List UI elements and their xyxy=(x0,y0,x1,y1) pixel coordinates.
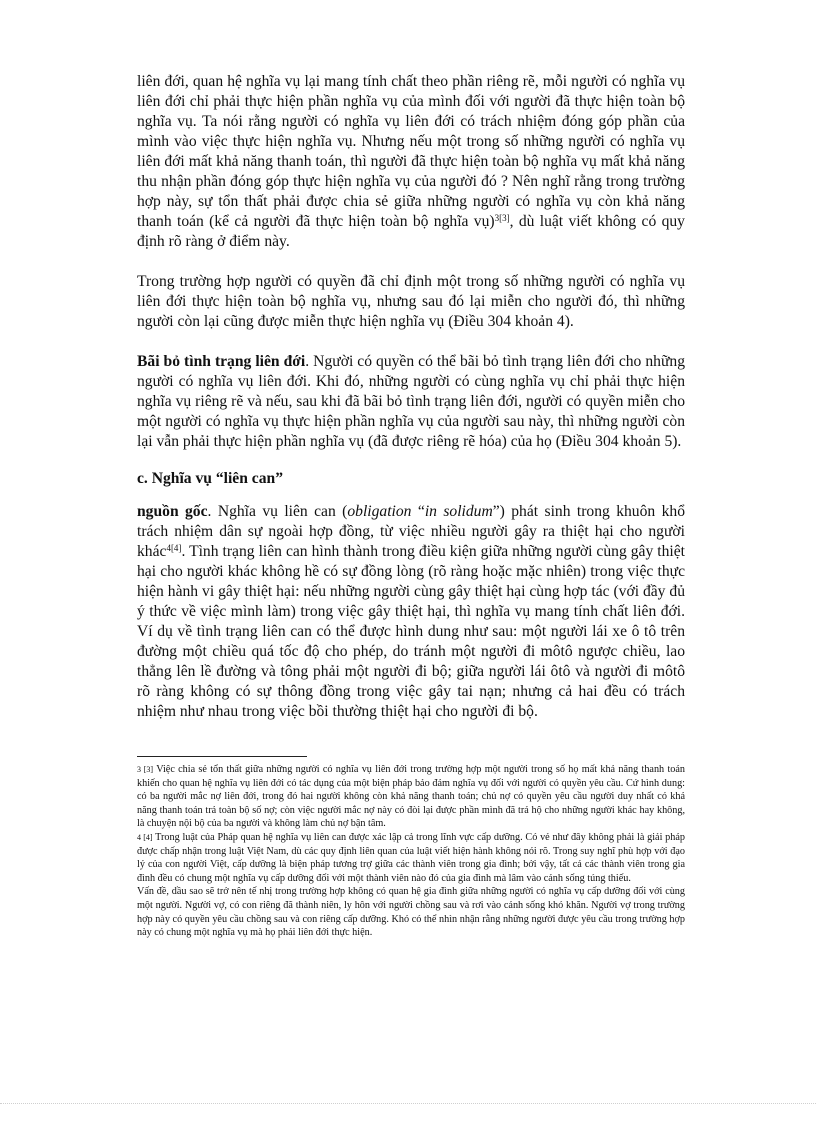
footnote-text: Việc chia sẻ tổn thất giữa những người có nghĩa vụ liên đới trong trường hợp một người trong số họ mất khả năng thanh toán khiến cho quan hệ nghĩa vụ liên đới có tác dụng của một biện pháp bảo đảm nghĩa vụ đối với người có quyền yêu cầu. Cứ hình dung: có ba người mắc nợ liên đới, trong đó hai người không còn khả năng thanh toán; chủ nợ có quyền yêu cầu người duy nhất có khả năng thanh toán trả toàn bộ số nợ; còn việc người mắc nợ này có đòi lại được phần mình đã trả hộ cho những người khác hay không, là chuyện nội bộ của ba người và không làm chủ nợ bận tâm. xyxy=(137,764,685,830)
footnote-4 xyxy=(137,831,685,885)
paragraph-text: . Tình trạng liên can hình thành trong điều kiện giữa những người cùng gây thiệt hại cho người khác không hề có sự đồng lòng (rõ ràng hoặc mặc nhiên) trong việc thực hiện hành vi gây thiệt hại: nếu những người cùng gây thiệt hại cùng hợp tác (với đầy đủ ý thức về việc mình làm) trong việc gây thiệt hại, thì nghĩa vụ mang tính chất liên đới. Ví dụ về tình trạng liên can có thể được hình dung như sau: một người lái xe ô tô trên đường một chiều quá tốc độ cho phép, do tránh một người đi môtô ngược chiều, lao thẳng lên lề đường và tông phải một người đi bộ; giữa người lái ôtô và người đi môtô rõ ràng không có sự thông đồng trong việc gây tai nạn; nhưng cả hai đều có trách nhiệm như nhau trong việc bồi thường thiệt hại cho người đi bộ. xyxy=(137,543,685,720)
paragraph-release-of-debtor: Trong trường hợp người có quyền đã chỉ định một trong số những người có nghĩa vụ liên đới thực hiện toàn bộ nghĩa vụ, nhưng sau đó lại miễn cho người đó, thì những người còn lại cũng được miễn thực hiện nghĩa vụ (Điều 304 khoản 4). xyxy=(137,273,685,330)
paragraph-text: ”) phát sinh trong khuôn khổ trách nhiệm dân sự ngoài hợp đồng, từ việc nhiều người gây ra thiệt hại cho người khác xyxy=(137,503,685,560)
footnote-4-continued: Vấn đề, dầu sao sẽ trở nên tế nhị trong trường hợp không có quan hệ gia đình giữa những người có nghĩa vụ cấp dưỡng đối với cùng một người. Người vợ, có con riêng đã thành niên, ly hôn với người chồng sau và rơi vào cảnh sống khó khăn. Người vợ trong trường hợp này có quyền yêu cầu chồng sau và con riêng cấp dưỡng. Khó có thể nhìn nhận rằng những người được yêu cầu trong trường hợp này có chung một nghĩa vụ mà họ phải liên đới thực hiện. xyxy=(137,886,685,939)
footnote-reference-4[interactable]: 4[4] xyxy=(166,543,182,553)
paragraph-text: , dù luật viết không có quy định rõ ràng ở điểm này. xyxy=(137,213,685,250)
paragraph-lead-term: nguồn gốc xyxy=(137,503,208,520)
paragraph-abolish-joint-status xyxy=(137,352,685,452)
page-bottom-border xyxy=(0,1103,816,1104)
paragraph-text: liên đới, quan hệ nghĩa vụ lại mang tính chất theo phần riêng rẽ, mỗi người có nghĩa vụ liên đới chỉ phải thực hiện phần nghĩa vụ của mình đối với người đã thực hiện toàn bộ nghĩa vụ. Ta nói rằng người có nghĩa vụ liên đới có trách nhiệm đóng góp phần của mình vào việc thực hiện nghĩa vụ. Nhưng nếu một trong số những người có nghĩa vụ liên đới mất khả năng thanh toán, thì người đã thực hiện toàn bộ nghĩa vụ mất khả năng thu nhận phần đóng góp thực hiện nghĩa vụ của người đó ? Nên nghĩ rằng trong trường hợp này, sự tổn thất phải được chia sẻ giữa những người có nghĩa vụ còn khả năng thanh toán (kể cả người đã thực hiện toàn bộ nghĩa vụ) xyxy=(137,73,685,230)
paragraph-text: “ xyxy=(411,503,425,520)
italic-term: obligation xyxy=(347,503,412,520)
footnote-reference-3[interactable]: 3[3] xyxy=(494,213,510,223)
footnote-separator xyxy=(137,756,307,757)
footnote-mark: 3 [3] xyxy=(137,765,154,774)
section-heading: c. Nghĩa vụ “liên can” xyxy=(137,470,283,487)
footnote-mark: 4 [4] xyxy=(137,832,153,842)
footnote-3 xyxy=(137,763,685,831)
paragraph-lead-term: Bãi bỏ tình trạng liên đới xyxy=(137,353,306,370)
italic-term: in solidum xyxy=(424,503,493,520)
paragraph-joint-obligation-contribution xyxy=(137,72,685,252)
footnote-text: Trong luật của Pháp quan hệ nghĩa vụ liên can được xác lập cả trong lĩnh vực cấp dưỡng. Có vẻ như đây không phải là giải pháp được chấp nhận trong luật Việt Nam, dù các quy định liên quan của luật viết hiện hành không nói rõ. Trong suy nghĩ phù hợp với đạo lý của con người Việt, cấp dưỡng là biện pháp tương trợ giữa các thành viên trong gia đình; bởi vậy, tất cả các thành viên trong gia đình đều có chung một nghĩa vụ cấp dưỡng đối với một thành viên nào đó của gia đình mà lâm vào cảnh sống túng thiếu. xyxy=(137,831,685,884)
paragraph-text: . Nghĩa vụ liên can ( xyxy=(207,503,348,520)
paragraph-in-solidum-origin xyxy=(137,502,685,722)
paragraph-text: . Người có quyền có thể bãi bỏ tình trạng liên đới cho những người có nghĩa vụ liên đới. Khi đó, những người có cùng nghĩa vụ chỉ phải thực hiện nghĩa vụ riêng rẽ và nếu, sau khi đã bãi bỏ tình trạng liên đới, người có quyền miễn cho một người có nghĩa vụ thực hiện phần nghĩa vụ của người sau này, thì những người còn lại vẫn phải thực hiện phần nghĩa vụ (đã được riêng rẽ hóa) của họ (Điều 304 khoản 5). xyxy=(137,353,685,450)
document-page xyxy=(137,72,685,940)
